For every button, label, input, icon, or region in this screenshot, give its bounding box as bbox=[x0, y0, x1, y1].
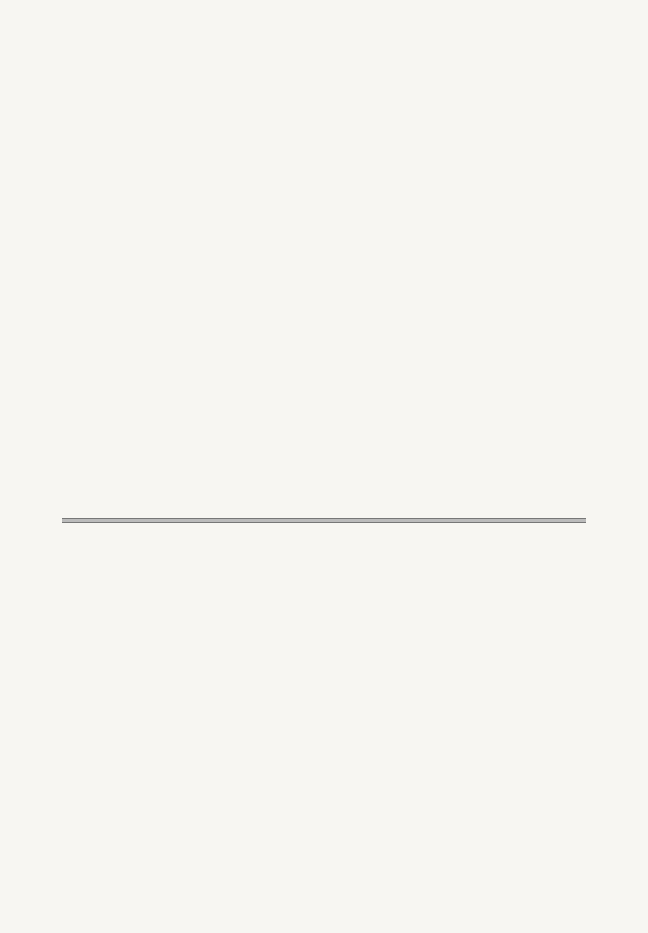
section-heading bbox=[62, 522, 586, 548]
